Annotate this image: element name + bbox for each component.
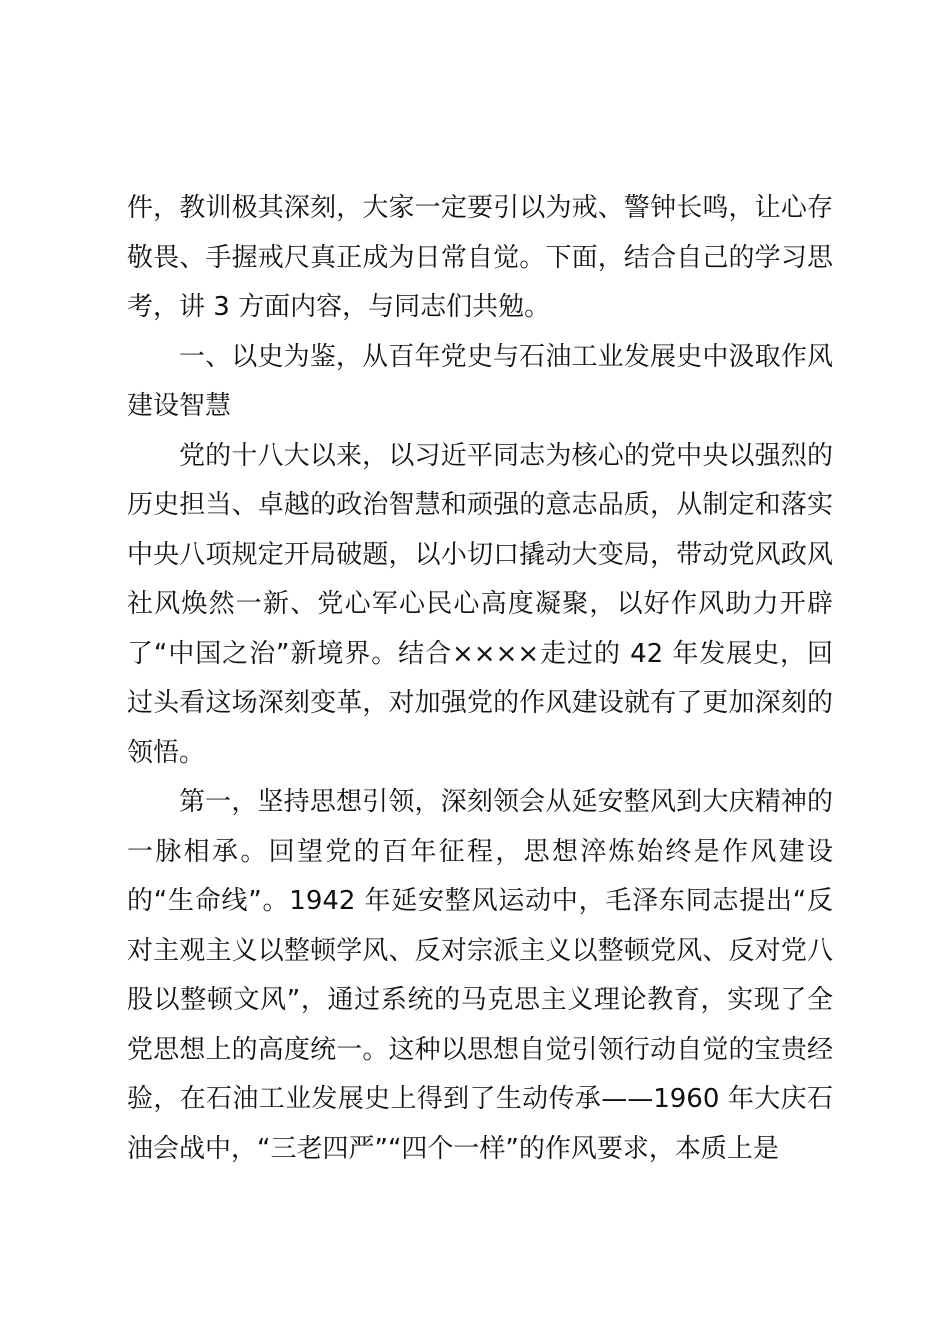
paragraph-continuation: 件，教训极其深刻，大家一定要引以为戒、警钟长鸣，让心存敬畏、手握戒尺真正成为日常自觉。下面，结合自己的学习思考，讲 3 方面内容，与同志们共勉。 [127,193,833,322]
document-body [127,184,833,1174]
paragraph-intro: 党的十八大以来，以习近平同志为核心的党中央以强烈的历史担当、卓越的政治智慧和顽强的意志品质，从制定和落实中央八项规定开局破题，以小切口撬动大变局，带动党风政风社风焕然一新、党心军心民心高度凝聚，以好作风助力开辟了“中国之治”新境界。结合××××走过的 42 年发展史，回过头看这场深刻变革，对加强党的作风建设就有了更加深刻的领悟。 [127,440,833,768]
section-heading: 一、以史为鉴，从百年党史与石油工业发展史中汲取作风建设智慧 [127,341,833,421]
paragraph-first-point: 第一，坚持思想引领，深刻领会从延安整风到大庆精神的一脉相承。回望党的百年征程，思想淬炼始终是作风建设的“生命线”。1942 年延安整风运动中，毛泽东同志提出“反对主观主义以整顿学风、反对宗派主义以整顿党风、反对党八股以整顿文风”，通过系统的马克思主义理论教育，实现了全党思想上的高度统一。这种以思想自觉引领行动自觉的宝贵经验，在石油工业发展史上得到了生动传承——1960 年大庆石油会战中，“三老四严”“四个一样”的作风要求，本质上是 [127,787,833,1164]
